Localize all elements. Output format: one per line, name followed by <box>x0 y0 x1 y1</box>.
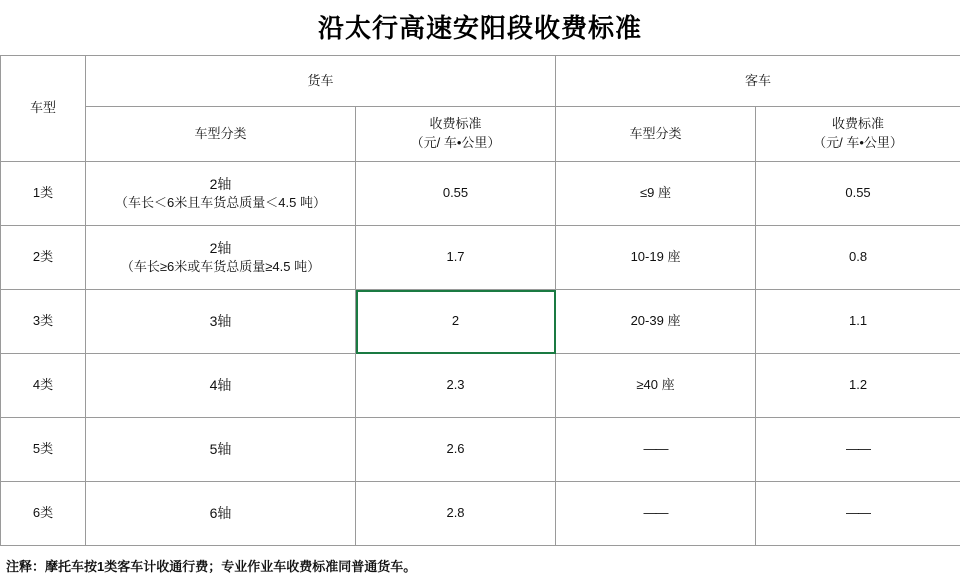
row-2-bus-category: 10-19 座 <box>556 226 756 290</box>
row-2-truck-fee: 1.7 <box>356 226 556 290</box>
row-6-truck-category: 6轴 <box>86 482 356 546</box>
row-6-bus-fee: —— <box>756 482 960 546</box>
row-1-truck-fee: 0.55 <box>356 162 556 226</box>
header-bus-fee: 收费标准 （元/ 车•公里） <box>756 107 960 162</box>
table-row <box>1 482 960 546</box>
row-3-bus-category: 20-39 座 <box>556 290 756 354</box>
row-class-5: 5类 <box>1 418 86 482</box>
header-truck-category: 车型分类 <box>86 107 356 162</box>
table-row <box>1 354 960 418</box>
table-header-row-groups <box>1 56 960 107</box>
row-3-truck-fee-selected-cell[interactable]: 2 <box>356 290 556 354</box>
row-3-bus-fee: 1.1 <box>756 290 960 354</box>
header-group-bus: 客车 <box>556 56 960 107</box>
row-5-bus-category: —— <box>556 418 756 482</box>
page-title: 沿太行高速安阳段收费标准 <box>0 0 960 55</box>
row-class-3: 3类 <box>1 290 86 354</box>
row-1-truck-category: 2轴 （车长＜6米且车货总质量＜4.5 吨） <box>86 162 356 226</box>
footnote: 注释：摩托车按1类客车计收通行费；专业作业车收费标准同普通货车。 <box>0 546 960 575</box>
table-header-row-sub <box>1 107 960 162</box>
table-row <box>1 418 960 482</box>
row-4-truck-category: 4轴 <box>86 354 356 418</box>
row-2-bus-fee: 0.8 <box>756 226 960 290</box>
row-4-bus-fee: 1.2 <box>756 354 960 418</box>
row-3-truck-category: 3轴 <box>86 290 356 354</box>
row-class-4: 4类 <box>1 354 86 418</box>
row-5-bus-fee: —— <box>756 418 960 482</box>
row-4-bus-category: ≥40 座 <box>556 354 756 418</box>
row-5-truck-fee: 2.6 <box>356 418 556 482</box>
row-class-6: 6类 <box>1 482 86 546</box>
row-1-bus-fee: 0.55 <box>756 162 960 226</box>
header-bus-category: 车型分类 <box>556 107 756 162</box>
header-group-truck: 货车 <box>86 56 556 107</box>
table-row <box>1 162 960 226</box>
row-6-bus-category: —— <box>556 482 756 546</box>
header-vehicle-class: 车型 <box>1 56 86 162</box>
toll-standard-table <box>0 55 960 546</box>
row-2-truck-category: 2轴 （车长≥6米或车货总质量≥4.5 吨） <box>86 226 356 290</box>
header-truck-fee: 收费标准 （元/ 车•公里） <box>356 107 556 162</box>
row-6-truck-fee: 2.8 <box>356 482 556 546</box>
row-1-bus-category: ≤9 座 <box>556 162 756 226</box>
row-class-2: 2类 <box>1 226 86 290</box>
row-5-truck-category: 5轴 <box>86 418 356 482</box>
table-row <box>1 226 960 290</box>
table-row <box>1 290 960 354</box>
row-class-1: 1类 <box>1 162 86 226</box>
row-4-truck-fee: 2.3 <box>356 354 556 418</box>
